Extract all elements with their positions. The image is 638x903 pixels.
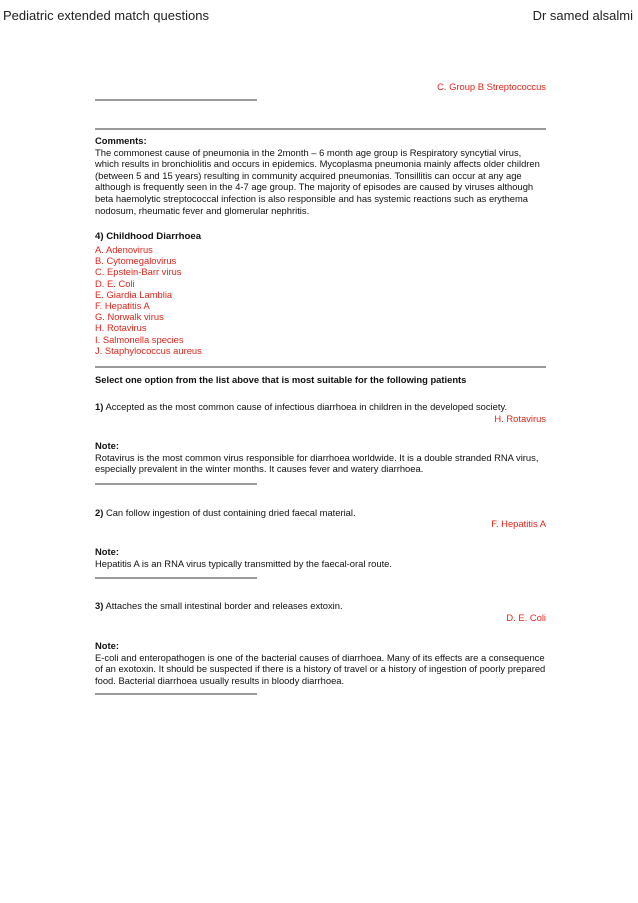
question-3	[95, 600, 547, 612]
question-text: Accepted as the most common cause of infectious diarrhoea in children in the developed society.	[105, 401, 508, 412]
note-label: Note:	[95, 546, 119, 557]
option-item: A. Adenovirus	[95, 244, 153, 255]
question-2-answer: F. Hepatitis A	[491, 518, 546, 529]
question-number: 3)	[95, 600, 104, 611]
section-title: 4) Childhood Diarrhoea	[95, 231, 202, 242]
question-text: Can follow ingestion of dust containing dried faecal material.	[105, 507, 356, 518]
question-text: Attaches the small intestinal border and releases extoxin.	[105, 600, 343, 611]
question-number: 2)	[95, 507, 104, 518]
comments-label: Comments:	[95, 135, 147, 146]
instruction-text: Select one option from the list above that is most suitable for the following patients	[95, 374, 467, 385]
options-list	[95, 244, 395, 356]
option-item: J. Staphylococcus aureus	[95, 344, 202, 356]
note-text: Rotavirus is the most common virus responsible for diarrhoea worldwide. It is a double stranded RNA virus, especially prevalent in the winter months. It causes fever and watery diarrhoea.	[95, 451, 539, 475]
comments-text: The commonest cause of pneumonia in the 2month – 6 month age group is Respiratory syncytial virus, which results in bronchiolitis and occurs in epidemics. Mycoplasma pneumonia mainly affects older children (between 5 and 15 years) resulting in community acquired pneumonias. Tonsillitis can occur at any age although is frequently seen in the 4-7 age group. The majority of episodes are caused by viruses although beta haemolytic streptococcal infection is also responsible and has systemic reactions such as erythema nodosum, rheumatic fever and glomerular nephritis.	[95, 146, 540, 216]
option-item: G. Norwalk virus	[95, 311, 164, 323]
divider-long	[95, 366, 546, 368]
divider-short	[95, 577, 257, 579]
option-item: F. Hepatitis A	[95, 300, 150, 312]
question-1	[95, 401, 547, 413]
note-label: Note:	[95, 640, 119, 651]
previous-answer: C. Group B Streptococcus	[437, 81, 546, 92]
question-1-answer: H. Rotavirus	[494, 413, 546, 424]
comments-block	[95, 135, 547, 216]
document-title: Pediatric extended match questions	[3, 8, 209, 23]
note-text: E-coli and enteropathogen is one of the bacterial causes of diarrhoea. Many of its effects are a consequence of an exotoxin. It should be suspected if there is a history of travel or a history of ingestion of poorly prepared food. Bacterial diarrhoea usually results in bloody diarrhoea.	[95, 651, 546, 686]
option-item: H. Rotavirus	[95, 322, 147, 334]
option-item: I. Salmonella species	[95, 333, 184, 345]
question-3-note	[95, 640, 547, 686]
question-1-note	[95, 440, 547, 475]
question-number: 1)	[95, 401, 104, 412]
document-author: Dr samed alsalmi	[532, 8, 633, 23]
divider-short	[95, 483, 257, 485]
note-text: Hepatitis A is an RNA virus typically transmitted by the faecal-oral route.	[95, 557, 393, 569]
note-label: Note:	[95, 440, 119, 451]
option-item: D. E. Coli	[95, 277, 135, 289]
divider-short	[95, 99, 257, 101]
question-2-note	[95, 546, 547, 569]
divider-short	[95, 693, 257, 695]
question-3-answer: D. E. Coli	[506, 612, 546, 623]
divider-long	[95, 128, 546, 130]
option-item: E. Giardia Lamblia	[95, 288, 173, 300]
question-2	[95, 507, 547, 519]
option-item: B. Cytomegalovirus	[95, 255, 177, 267]
option-item: C. Epstein-Barr virus	[95, 266, 182, 278]
